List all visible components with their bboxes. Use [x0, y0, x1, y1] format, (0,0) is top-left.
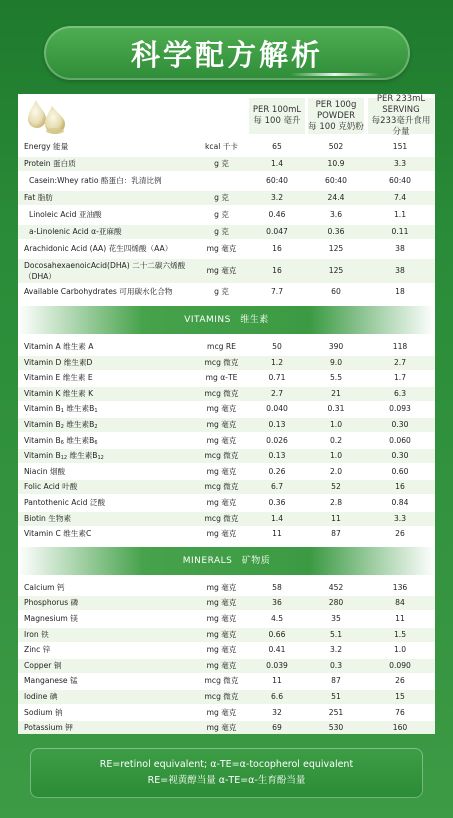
nutrient-name: Available Carbohydrates 可用碳水化合物 — [24, 287, 173, 296]
table-row — [18, 371, 435, 385]
nutrient-unit: mg α-TE — [205, 373, 238, 383]
nutrient-name: Fat 脂肪 — [24, 193, 53, 202]
value-per-100g: 5.5 — [329, 373, 343, 383]
nutrient-unit: mcg 微克 — [204, 676, 239, 686]
value-per-233ml: 84 — [395, 598, 405, 608]
vitamins-section-header: VITAMINS 维生素 — [18, 306, 435, 334]
value-per-100ml: 0.13 — [268, 451, 286, 461]
table-row — [18, 612, 435, 626]
nutrient-name: Arachidonic Acid (AA) 花生四烯酸（AA） — [24, 244, 173, 253]
value-per-100ml: 1.4 — [270, 513, 284, 523]
nutrient-unit: kcal 千卡 — [205, 142, 238, 151]
nutrient-unit: mg 毫克 — [206, 498, 237, 507]
nutrient-unit: g 克 — [214, 193, 229, 202]
nutrient-name: Magnesium 镁 — [24, 614, 78, 623]
value-per-100ml: 0.047 — [266, 227, 288, 236]
value-per-100ml: 36 — [272, 598, 282, 608]
value-per-100g: 280 — [328, 598, 344, 608]
value-per-100g: 2.0 — [329, 466, 343, 476]
nutrient-unit: mcg 微克 — [204, 513, 239, 523]
value-per-100ml: 0.41 — [268, 645, 286, 655]
value-per-100g: 452 — [328, 582, 344, 592]
table-row — [18, 402, 435, 416]
table-row — [18, 449, 435, 463]
value-per-233ml: 16 — [395, 482, 405, 492]
table-row — [18, 340, 435, 354]
nutrient-name: a-Linolenic Acid α-亚麻酸 — [29, 227, 122, 236]
value-per-100ml: 0.26 — [268, 466, 286, 476]
value-per-233ml: 151 — [392, 142, 408, 151]
nutrient-name: Energy 能量 — [24, 142, 69, 151]
value-per-100g: 10.9 — [327, 159, 345, 168]
milk-drop-icon — [22, 94, 68, 140]
nutrient-unit: mg 毫克 — [206, 629, 237, 639]
nutrient-unit: mcg 微克 — [204, 451, 239, 461]
table-row — [18, 208, 435, 222]
value-per-100ml: 69 — [272, 723, 282, 733]
nutrient-name: Copper 铜 — [24, 660, 62, 670]
nutrient-name: DocosahexaenoicAcid(DHA) 二十二碳六烯酸（DHA） — [24, 261, 186, 281]
nutrient-name: Vitamin K 维生素 K — [24, 388, 94, 398]
table-row — [18, 512, 435, 526]
value-per-233ml: 1.5 — [393, 629, 407, 639]
value-per-100ml: 11 — [272, 529, 282, 539]
nutrient-unit: mg 毫克 — [206, 723, 237, 733]
table-row — [18, 174, 435, 188]
value-per-233ml: 0.60 — [391, 466, 409, 476]
value-per-100ml: 0.66 — [268, 629, 286, 639]
col-head-per-100ml: PER 100mL 每 100 毫升 — [249, 98, 305, 134]
value-per-100g: 1.0 — [329, 420, 343, 429]
value-per-100g: 87 — [331, 676, 341, 686]
table-row — [18, 465, 435, 479]
value-per-233ml: 6.3 — [393, 388, 407, 398]
value-per-100g: 3.2 — [329, 645, 343, 655]
value-per-100g: 3.6 — [329, 210, 343, 219]
value-per-100ml: 65 — [272, 142, 282, 151]
value-per-233ml: 136 — [392, 582, 408, 592]
value-per-100g: 502 — [328, 142, 344, 151]
value-per-233ml: 18 — [395, 287, 405, 296]
table-header — [18, 94, 435, 138]
value-per-100g: 60 — [331, 287, 341, 296]
nutrient-unit: mcg 微克 — [204, 482, 239, 492]
value-per-233ml: 1.7 — [393, 373, 407, 383]
nutrient-name: Pantothenic Acid 泛酸 — [24, 498, 106, 507]
banner-shine — [290, 73, 380, 76]
table-row — [18, 659, 435, 673]
table-row — [18, 596, 435, 610]
value-per-100g: 2.8 — [329, 498, 343, 507]
table-row — [18, 480, 435, 494]
value-per-100ml: 0.026 — [266, 435, 288, 445]
value-per-100ml: 1.4 — [270, 159, 284, 168]
nutrient-unit: mg 毫克 — [206, 707, 237, 717]
value-per-100ml: 0.040 — [266, 404, 288, 414]
value-per-233ml: 0.11 — [391, 227, 409, 236]
nutrient-unit — [194, 174, 249, 188]
table-row — [18, 387, 435, 401]
value-per-100ml: 3.2 — [270, 193, 284, 202]
page-title: 科学配方解析 — [130, 37, 323, 72]
value-per-100ml: 0.039 — [266, 660, 288, 670]
value-per-100g: 0.3 — [329, 660, 343, 670]
table-row — [18, 285, 435, 299]
nutrition-table — [18, 94, 435, 734]
nutrient-name: Vitamin D 维生素D — [24, 357, 93, 367]
value-per-233ml: 38 — [395, 266, 405, 275]
nutrient-unit: mcg 微克 — [204, 388, 239, 398]
value-per-100g: 0.36 — [327, 227, 345, 236]
nutrient-name: Protein 蛋白质 — [24, 159, 76, 168]
nutrient-unit: mcg 微克 — [204, 357, 239, 367]
value-per-100g: 0.31 — [327, 404, 345, 414]
minerals-section-header: MINERALS 矿物质 — [18, 547, 435, 575]
value-per-233ml: 1.1 — [393, 210, 407, 219]
table-row — [18, 356, 435, 370]
value-per-100g: 9.0 — [329, 357, 343, 367]
nutrient-name: Vitamin $B_{12}$ 维生素$B_{12}$ — [24, 451, 104, 462]
footnote-english: RE=retinol equivalent; α-TE=α-tocopherol equivalent — [99, 759, 354, 770]
value-per-233ml: 3.3 — [393, 513, 407, 523]
value-per-233ml: 0.84 — [391, 498, 409, 507]
value-per-100g: 60:40 — [325, 176, 347, 185]
nutrient-name: Vitamin A 维生素 A — [24, 342, 94, 351]
nutrient-unit: g 克 — [214, 159, 229, 168]
value-per-100g: 1.0 — [329, 451, 343, 461]
value-per-100ml: 6.7 — [270, 482, 284, 492]
col-head-per-233ml: PER 233mL SERVING 每233毫升食用分量 — [368, 98, 434, 134]
nutrient-unit: mg 毫克 — [206, 529, 237, 539]
value-per-100ml: 1.2 — [270, 357, 284, 367]
nutrient-name: Folic Acid 叶酸 — [24, 482, 78, 492]
table-row — [18, 581, 435, 595]
nutrient-name: Niacin 烟酸 — [24, 466, 66, 476]
value-per-100ml: 16 — [272, 244, 282, 253]
nutrient-name: Iron 铁 — [24, 629, 49, 639]
table-row — [18, 721, 435, 734]
table-row — [18, 496, 435, 510]
nutrient-unit: mg 毫克 — [206, 660, 237, 670]
value-per-233ml: 118 — [392, 342, 408, 351]
value-per-100ml: 0.46 — [268, 210, 286, 219]
nutrient-unit: mg 毫克 — [206, 244, 237, 253]
value-per-100ml: 0.36 — [268, 498, 286, 507]
col-head-per-100g: PER 100g POWDER 每 100 克奶粉 — [308, 98, 364, 134]
value-per-233ml: 3.3 — [393, 159, 407, 168]
nutrient-unit: g 克 — [214, 227, 229, 236]
value-per-100ml: 58 — [272, 582, 282, 592]
value-per-100g: 87 — [331, 529, 341, 539]
value-per-233ml: 2.7 — [393, 357, 407, 367]
nutrient-unit: mcg RE — [207, 342, 236, 351]
value-per-100g: 51 — [331, 692, 341, 701]
nutrient-unit: g 克 — [214, 210, 229, 219]
value-per-233ml: 26 — [395, 529, 405, 539]
value-per-100ml: 60:40 — [266, 176, 288, 185]
nutrient-unit: mg 毫克 — [206, 645, 237, 655]
title-banner — [44, 26, 410, 80]
value-per-100g: 530 — [328, 723, 344, 733]
nutrient-unit: g 克 — [214, 287, 229, 296]
nutrient-name: Iodine 碘 — [24, 692, 58, 701]
value-per-100ml: 32 — [272, 707, 282, 717]
nutrient-unit: mg 毫克 — [206, 435, 237, 445]
table-row — [18, 140, 435, 154]
value-per-100g: 35 — [331, 614, 341, 623]
table-row — [18, 674, 435, 688]
nutrient-name: Vitamin C 维生素C — [24, 529, 92, 539]
nutrient-name: Manganese 锰 — [24, 676, 78, 686]
table-row — [18, 706, 435, 720]
value-per-100ml: 2.7 — [270, 388, 284, 398]
nutrient-name: Linoleic Acid 亚油酸 — [29, 210, 102, 219]
table-row — [18, 418, 435, 432]
table-row — [18, 690, 435, 704]
nutrient-unit: mg 毫克 — [206, 404, 237, 414]
value-per-100g: 251 — [328, 707, 344, 717]
value-per-233ml: 0.090 — [389, 660, 411, 670]
nutrient-name: Biotin 生物素 — [24, 513, 72, 523]
table-row — [18, 434, 435, 448]
nutrient-name: Calcium 钙 — [24, 582, 65, 592]
value-per-233ml: 0.30 — [391, 451, 409, 461]
nutrient-name: Zinc 锌 — [24, 645, 51, 655]
value-per-233ml: 76 — [395, 707, 405, 717]
nutrient-unit: mg 毫克 — [206, 614, 237, 623]
nutrient-unit: mg 毫克 — [206, 582, 237, 592]
value-per-100ml: 11 — [272, 676, 282, 686]
value-per-233ml: 160 — [392, 723, 408, 733]
nutrient-name: Vitamin E 维生素 E — [24, 373, 93, 383]
value-per-100g: 52 — [331, 482, 341, 492]
value-per-233ml: 11 — [395, 614, 405, 623]
value-per-233ml: 60:40 — [389, 176, 411, 185]
value-per-233ml: 0.060 — [389, 435, 411, 445]
nutrient-name: Vitamin $B_1$ 维生素$B_1$ — [24, 404, 98, 415]
value-per-100ml: 50 — [272, 342, 282, 351]
table-row — [18, 225, 435, 239]
nutrient-unit: mg 毫克 — [206, 420, 237, 429]
nutrient-name: Phosphorus 磷 — [24, 598, 79, 608]
value-per-100g: 24.4 — [327, 193, 345, 202]
value-per-100ml: 0.71 — [268, 373, 286, 383]
value-per-100g: 0.2 — [329, 435, 343, 445]
nutrient-name: Vitamin $B_2$ 维生素$B_2$ — [24, 420, 98, 430]
value-per-100g: 11 — [331, 513, 341, 523]
value-per-233ml: 1.0 — [393, 645, 407, 655]
table-row — [18, 527, 435, 541]
footnote-box — [30, 748, 423, 798]
value-per-100ml: 7.7 — [270, 287, 284, 296]
table-row — [18, 157, 435, 171]
nutrient-name: Vitamin $B_6$ 维生素$B_6$ — [24, 435, 98, 446]
nutrient-name: Potassium 钾 — [24, 723, 73, 733]
nutrient-name: Sodium 钠 — [24, 707, 63, 717]
nutrient-name: Casein:Whey ratio 酪蛋白：乳清比例 — [29, 176, 162, 185]
value-per-100g: 390 — [328, 342, 344, 351]
table-row — [18, 643, 435, 657]
value-per-233ml: 15 — [395, 692, 405, 701]
value-per-233ml: 0.093 — [389, 404, 411, 414]
value-per-233ml: 0.30 — [391, 420, 409, 429]
value-per-100g: 5.1 — [329, 629, 343, 639]
value-per-100g: 125 — [328, 244, 344, 253]
table-row — [18, 259, 435, 283]
value-per-233ml: 7.4 — [393, 193, 407, 202]
nutrient-unit: mcg 微克 — [204, 692, 239, 701]
table-row — [18, 242, 435, 256]
value-per-100ml: 16 — [272, 266, 282, 275]
value-per-100g: 21 — [331, 388, 341, 398]
nutrient-unit: mg 毫克 — [206, 466, 237, 476]
table-row — [18, 628, 435, 642]
nutrient-unit: mg 毫克 — [206, 266, 237, 275]
value-per-100ml: 0.13 — [268, 420, 286, 429]
value-per-100ml: 4.5 — [270, 614, 284, 623]
value-per-100g: 125 — [328, 266, 344, 275]
table-row — [18, 191, 435, 205]
nutrient-unit: mg 毫克 — [206, 598, 237, 608]
value-per-233ml: 38 — [395, 244, 405, 253]
value-per-100ml: 6.6 — [270, 692, 284, 701]
footnote-chinese: RE=视黄醇当量 α-TE=α-生育酚当量 — [147, 775, 306, 786]
value-per-233ml: 26 — [395, 676, 405, 686]
